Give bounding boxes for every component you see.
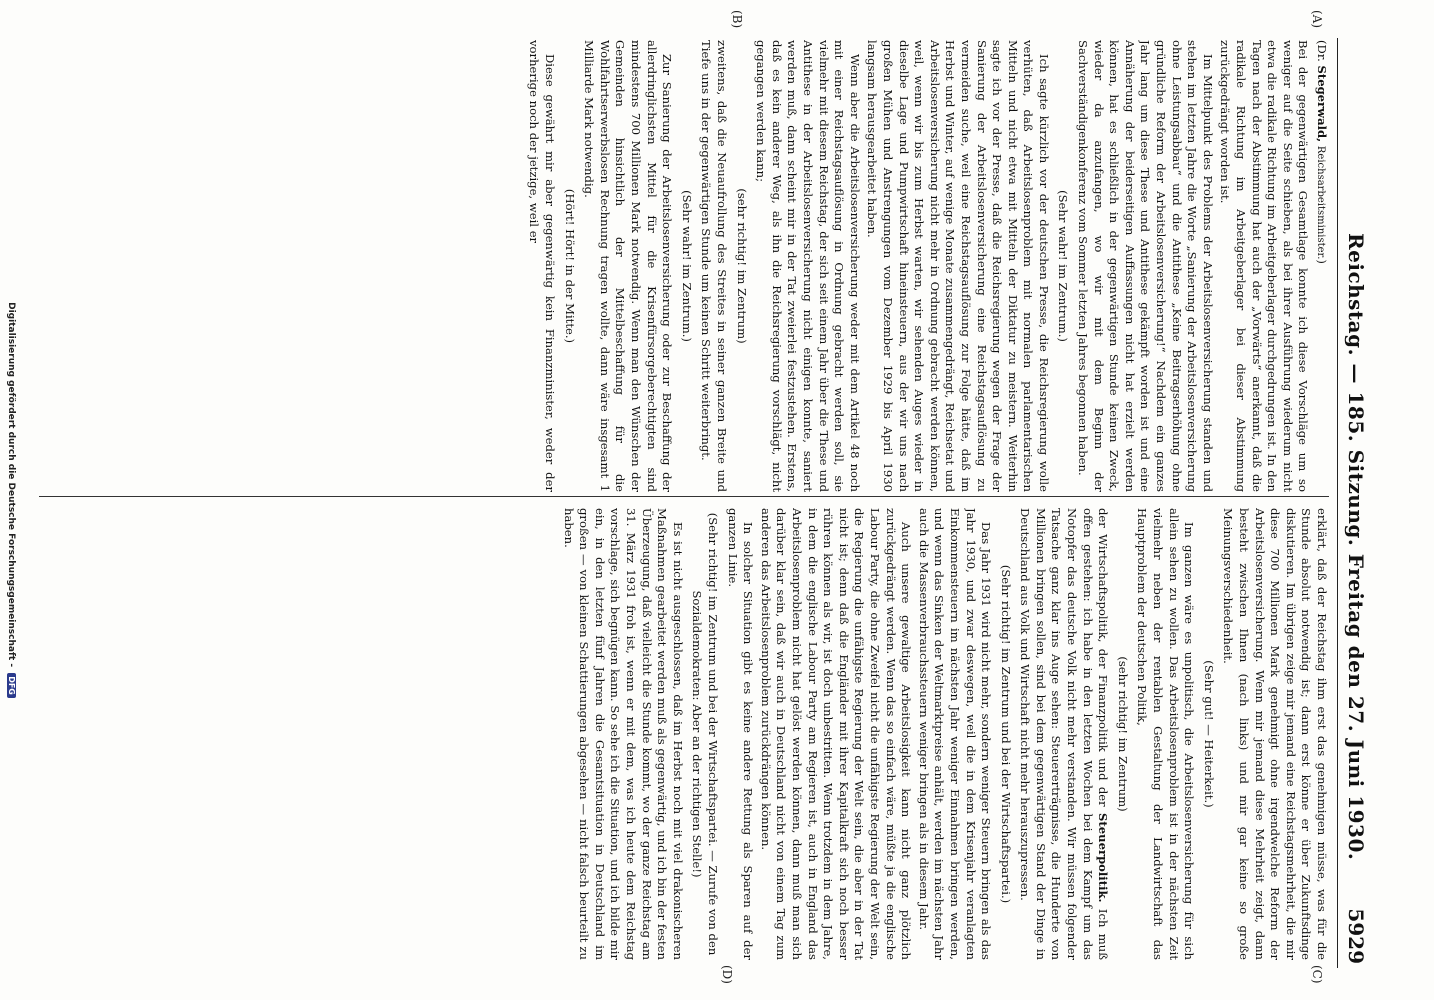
speaker-role: Reichsarbeitsminister. (1315, 145, 1326, 260)
paragraph: Bei der gegenwärtigen Gesamtlage konnte ich diese Vorschläge um so weniger auf die Seite schieben, als bei ihrer Ausführung wiederum nicht etwa die radikale Richtung im Arbeitgeberlager durchgedrungen ist. In den Tagen nach der Abstimmung hat auch der „Vorwärts“ anerkannt, daß die radikale Richtung im Arbeitgeberlager bei dieser Abstimmung zurückgedrängt worden ist. (1218, 40, 1311, 492)
margin-marker-c: (C) (1310, 965, 1324, 984)
margin-marker-b: (B) (730, 10, 744, 29)
text-column-right (29, 508, 1329, 960)
interjection: (Sehr wahr! im Zentrum.) (679, 190, 694, 342)
interjection: (Sehr gut! — Heiterkeit.) (1201, 660, 1216, 808)
page-number: 5929 (1344, 908, 1368, 964)
margin-marker-d: (D) (720, 965, 734, 984)
paragraph: Wenn aber die Arbeitslosenversicherung weder mit dem Artikel 48 noch mit einer Reichstagsauflösung in Ordnung gebracht werden soll, sie vielmehr mit diesem Reichstag, der sich seit einem Jahr über die These und Antithese in der Arbeitslosenversicherung nicht einigen konnte, saniert werden muß, dann scheint mir in der Tat zweierlei festzustehen. Erstens, daß es kein anderer Weg, als ihn die Reichsregierung vorschlägt, nicht gegangen werden kann; (754, 40, 862, 492)
page-header (1337, 38, 1374, 968)
paragraph: In solcher Situation gibt es keine andere Rettung als Sparen auf der ganzen Linie. (725, 508, 756, 960)
paragraph: zweitens, daß die Neuaufrollung des Streites in seiner ganzen Breite und Tiefe uns in der gegenwärtigen Stunde um keinen Schritt weiterbringt. (699, 40, 730, 492)
interjection: (Sehr wahr! im Zentrum.) (1056, 190, 1071, 342)
interjection: (Hört! Hört! in der Mitte.) (562, 188, 577, 344)
paragraph: Im ganzen wäre es unpolitisch, die Arbeitslosenversicherung für sich allein sehen zu wollen. Das Arbeitslosenproblem ist in der nächsten Zeit vielmehr neben der rentablen Gestaltung der Landwirtschaft das Hauptproblem der deutschen Politik, (1135, 508, 1197, 960)
text-column-left (29, 40, 1329, 492)
paragraph: Zur Sanierung der Arbeitslosenversicherung oder zur Beschaffung der allerdringlichsten Mittel für die Krisenfürsorgeberechtigten sind mindestens 700 Millionen Mark notwendig. Wenn man den Wünschen der Gemeinden hinsichtlich der Mittelbeschaffung für die Wohlfahrtserwerbslosen Rechnung tragen wollte, dann wäre insgesamt 1 Milliarde Mark notwendig. (582, 40, 675, 492)
speaker-open: (Dr. (1315, 40, 1329, 62)
paragraph: Das Jahr 1931 wird nicht mehr, sondern weniger Steuern bringen als das Jahr 1930, und zwar deswegen, weil die in dem Krisenjahr veranlagten Einkommensteuern im nächsten Jahr weniger Einnahmen bringen werden, und wenn das Sinken der Weltmarktpreise anhält, werden im nächsten Jahr auch die Massenverbrauchssteuern weniger bringen als in diesem Jahr. (916, 508, 994, 960)
paragraph-text: Ich muß offen gestehen: ich habe in den letzten Wochen bei dem Kampf um das Notopfer das deutsche Volk nicht mehr verstanden. Wir müssen folgender Tatsache ganz klar ins Auge sehen: Steuererträgnisse, die Hunderte von Millionen bringen sollen, sind bei dem gegenwärtigen Stand der Dinge in Deutschland aus Volk und Wirtschaft nicht mehr herauszupressen. (1018, 508, 1111, 960)
paragraph: Diese gewährt mir aber gegenwärtig kein Finanzminister, weder der vorherige noch der jetzige, weil er (527, 40, 558, 492)
speaker-line (1312, 40, 1329, 492)
paragraph-text: der Wirtschaftspolitik, der Finanzpolitik und der (1096, 508, 1111, 807)
interjection: (sehr richtig! im Zentrum) (1115, 656, 1130, 812)
paragraph: Auch unsere gewaltige Arbeitslosigkeit kann nicht ganz plötzlich zurückgedrängt werden. Wenn das so einfach wäre, müßte ja die englische Labour Party, die ohne Zweifel nicht die unfähigste Regierung der Welt sein, die Regierung die unfähigste Regierung der Welt sein, die aber in der Tat nicht ist; denn daß die Engländer mit ihrer Kapitalkraft sich noch besser rühren können als wir, ist doch unbestritten. Wenn trotzdem in dem Jahre, in dem die englische Labour Party am Regieren ist, auch in England das Arbeitslosenproblem nicht hat gelöst werden können, dann muß man sich darüber klar sein, daß wir auch in Deutschland nicht von einem Tag zum anderen das Arbeitslosenproblem zurückdrängen können. (758, 508, 914, 960)
speaker-close: ) (1315, 259, 1329, 264)
interjection: (Sehr richtig! im Zentrum und bei der Wirtschaftspartei.) (998, 564, 1013, 904)
digitization-credit (2, 0, 16, 1000)
margin-marker-a: (A) (1310, 10, 1324, 29)
interjection: (sehr richtig! im Zentrum) (734, 188, 749, 344)
paragraph: Ich sagte kürzlich vor der deutschen Presse, die Reichsregierung wolle verhüten, daß Arbeitslosenproblem mit normalen parlamentarischen Mitteln und nicht etwa mit Mitteln der Diktatur zu meistern. Weiterhin sagte ich vor der Presse, daß die Reichsregierung wegen der Frage der Sanierung der Arbeitslosenversicherung eine Reichstagsauflösung zu vermeiden suche, weil eine Reichstagsauflösung zur Folge hätte, daß im Herbst und Winter, auf wenige Monate zusammengedrängt, Reichsetat und Arbeitslosenversicherung nicht mehr in Ordnung gebracht werden können, weil, wenn wir bis zum Herbst warten, wir sehenden Auges wieder in dieselbe Lage und Pumpwirtschaft hineinsteuern, aus der wir uns nach großen Mühen und Anstrengungen vom Dezember 1929 bis April 1930 langsam herausgearbeitet haben. (865, 40, 1051, 492)
credit-text: Digitalisierung gefördert durch die Deutsche Forschungsgemeinschaft - (6, 302, 16, 668)
speaker-name: Stegerwald, (1315, 65, 1329, 143)
interjection: (Sehr richtig! im Zentrum und bei der Wirtschaftspartei. — Zurufe von den Sozialdemokraten: Aber an der richtigen Stelle!) (690, 512, 721, 956)
paragraph: erklärt, daß der Reichstag ihm erst das genehmigen müsse, was für die Stunde absolut notwendig ist; dann erst könne er über Zukunftsdinge diskutieren. Im übrigen zeige mir jemand eine Reichstagsmehrheit, die mir diese 700 Millionen Mark genehmigt ohne irgendwelche Reform der Arbeitslosenversicherung. Wenn mir jemand diese Mehrheit zeigt, dann besteht zwischen Ihnen (nach links) und mir gar keine so große Meinungsverschiedenheit. (1221, 508, 1329, 960)
paragraph (1017, 508, 1111, 960)
paragraph: Im Mittelpunkt des Problems der Arbeitslosenversicherung standen und stehen im letzten Jahre die Worte „Sanierung der Arbeitslosenversicherung ohne Leistungsabbau“ und die Antithese „Keine Beitragserhöhung ohne gründliche Reform der Arbeitslosenversicherung!“ Nachdem ein ganzes Jahr lang um diese These und Antithese gekämpft worden ist und eine Annäherung der beiderseitigen Auffassungen nicht hat erzielt werden können, hat es schließlich in der gegenwärtigen Stunde keinen Zweck, wieder da anzufangen, wo wir mit dem Beginn der Sachverständigenkonferenz vom Sommer letzten Jahres begonnen haben. (1076, 40, 1215, 492)
dfg-logo-icon: DFG (7, 673, 16, 698)
paragraph: Es ist nicht ausgeschlossen, daß im Herbst noch mit viel drakonischeren Maßnahmen gearbeitet werden muß als gegenwärtig, und ich bin der festen Überzeugung, daß vielleicht die Stunde kommt, wo der ganze Reichstag am 31. März 1931 froh ist, wenn er mit dem, was ich heute dem Reichstag vorschlage, sich begnügen kann. So sehe ich die Situation, und ich bilde mir ein, in den letzten fünf Jahren die Gesamtsituation in Deutschland im großen — von kleinen Schattierungen abgesehen — nicht falsch beurteilt zu haben. (561, 508, 685, 960)
column-divider (39, 496, 1329, 497)
emphasized-term: Steuerpolitik. (1096, 813, 1111, 903)
running-title: Reichstag. — 185. Sitzung. Freitag den 27. Juni 1930. (1344, 233, 1368, 861)
